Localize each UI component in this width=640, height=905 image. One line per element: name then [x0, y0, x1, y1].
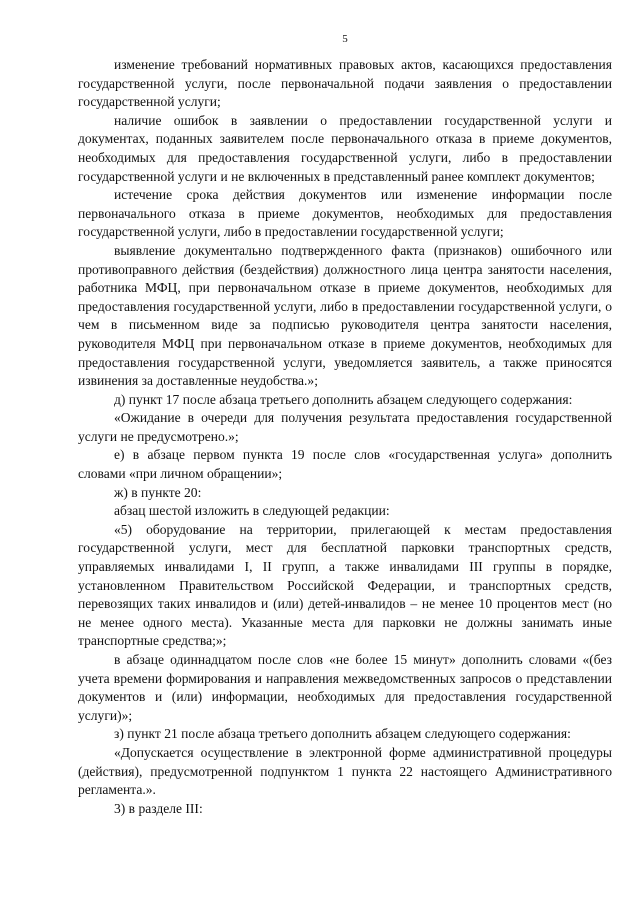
- paragraph: д) пункт 17 после абзаца третьего дополнить абзацем следующего содержания:: [114, 391, 573, 407]
- paragraph: «Допускается осуществление в электронной форме административной процедуры (действия), предусмотренной подпунктом 1 пункта 22 настоящего Административного регламента.».: [78, 744, 612, 798]
- paragraph: 3) в разделе III:: [114, 800, 203, 816]
- paragraph: ж) в пункте 20:: [114, 484, 202, 500]
- paragraph: з) пункт 21 после абзаца третьего дополнить абзацем следующего содержания:: [114, 726, 571, 742]
- paragraph: выявление документально подтвержденного факта (признаков) ошибочного или противоправного действия (бездействия) должностного лица центра занятости населения, работника МФЦ, при первоначальном отказе в приеме документов, необходимых для предоставления государственной услуги, либо в предоставлении государственной услуги, о чем в письменном виде за подписью руководителя центра занятости населения, руководителя МФЦ при первоначальном отказе в приеме документов, необходимых для предоставления государственной услуги, уведомляется заявитель, а также приносятся извинения за доставленные неудобства.»;: [78, 242, 612, 389]
- paragraph: истечение срока действия документов или изменение информации после первоначального отказа в приеме документов, необходимых для предоставления государственной услуги, либо в предоставлении государственной услуги;: [78, 187, 612, 240]
- paragraph: е) в абзаце первом пункта 19 после слов «государственная услуга» дополнить словами «при личном обращении»;: [78, 447, 612, 482]
- paragraph: наличие ошибок в заявлении о предоставлении государственной услуги и документах, поданных заявителем после первоначального отказа в приеме документов, необходимых для предоставления государственной услуги, либо в предоставлении государственной услуги и не включенных в представленный ранее комплект документов;: [78, 112, 612, 184]
- paragraph: «Ожидание в очереди для получения результата предоставления государственной услуги не предусмотрено.»;: [78, 410, 612, 444]
- paragraph: «5) оборудование на территории, прилегающей к местам предоставления государственной услуги, мест для бесплатной парковки транспортных средств, управляемых инвалидами I, II групп, а также инвалидами III группы в порядке, установленном Правительством Российской Федерации, и транспортных средств, перевозящих таких инвалидов и (или) детей-инвалидов – не менее 10 процентов мест (но не менее одного места). Указанные места для парковки не должны занимать иные транспортные средства;»;: [78, 521, 612, 649]
- paragraph: абзац шестой изложить в следующей редакции:: [114, 503, 390, 519]
- page-number: 5: [342, 33, 348, 45]
- paragraph: в абзаце одиннадцатом после слов «не более 15 минут» дополнить словами «(без учета времени формирования и направления межведомственных запросов о представлении документов и (или) информации, необходимых для предоставления государственной услуги)»;: [78, 652, 612, 723]
- paragraph: изменение требований нормативных правовых актов, касающихся предоставления государственной услуги, после первоначальной подачи заявления о предоставлении государственной услуги;: [78, 57, 612, 110]
